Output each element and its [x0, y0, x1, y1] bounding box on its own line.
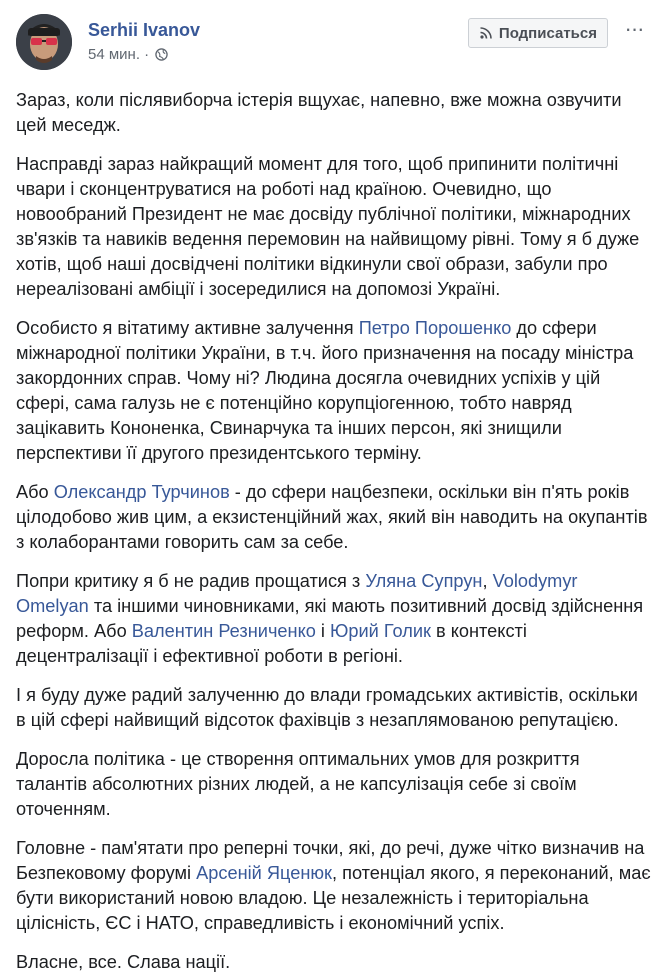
mention-link[interactable]: Петро Порошенко — [358, 318, 512, 338]
post-time[interactable]: 54 мин. · — [88, 46, 150, 63]
paragraph-4 — [16, 480, 652, 555]
author-name[interactable]: Serhii Ivanov — [88, 20, 201, 40]
text-segment: , потенціал якого, я переконаний, має бути використаний новою владою. Це незалежність і територіальна цілісність, ЄС і НАТО, справедливість і економічний успіх. — [16, 863, 651, 933]
post-meta — [88, 46, 168, 63]
more-icon[interactable]: ··· — [624, 16, 644, 41]
text-segment: до сфери міжнародної політики України, в т.ч. його призначення на посаду міністра закордонних справ. Чому ні? Людина досягла очевидних успіхів у цій сфері, сама галузь не є потенційно корупціогенною, тобто навряд зацікавить Кононенка, Свинарчука та інших персон, які знищили перспективи її другого президентського терміну. — [16, 318, 634, 463]
paragraph-3 — [16, 316, 652, 466]
paragraph-8 — [16, 836, 652, 936]
mention-link[interactable]: Volodymyr Omelyan — [16, 571, 578, 616]
text-segment: - до сфери нацбезпеки, оскільки він п'ять років цілодобово жив цим, а екзистенційний жах, який він наводить на окупантів з колаборантами говорить сам за себе. — [16, 482, 648, 552]
avatar-image — [16, 14, 72, 70]
text-segment: і — [315, 621, 331, 641]
text-segment: в контексті децентралізації і ефективної роботи в регіоні. — [16, 621, 527, 666]
post-header — [16, 14, 652, 76]
mention-link[interactable]: Юрий Голик — [330, 621, 431, 641]
follow-label: Подписаться — [498, 24, 597, 42]
paragraph-9: Власне, все. Слава нації. — [16, 952, 231, 972]
paragraph-5 — [16, 569, 652, 669]
mention-link[interactable]: Олександр Турчинов — [53, 482, 230, 502]
paragraph-7: Доросла політика - це створення оптимальних умов для розкриття талантів абсолютних різних людей, а не капсулізація себе зі своїм оточенням. — [16, 749, 580, 819]
paragraph-6: І я буду дуже радий залученню до влади громадських активістів, оскільки в цій сфері найвищий відсоток фахівців з незаплямованою репутацією. — [16, 685, 638, 730]
paragraph-2: Насправді зараз найкращий момент для того, щоб припинити політичні чвари і сконцентруватися на роботі над країною. Очевидно, що новообраний Президент не має досвіду публічної політики, міжнародних зв'язків та навиків ведення перемовин на найвищому рівні. Тому я б дуже хотів, щоб наші досвідчені політики відкинули свої образи, забули про нереалізовані амбіції і зосередилися на допомозі Україні. — [16, 154, 640, 299]
text-segment: Попри критику я б не радив прощатися з — [16, 571, 366, 591]
mention-link[interactable]: Валентин Резниченко — [131, 621, 316, 641]
text-segment: Особисто я вітатиму активне залучення — [16, 318, 359, 338]
mention-link[interactable]: Арсеній Яценюк — [196, 863, 332, 883]
follow-button[interactable] — [468, 18, 608, 48]
rss-icon — [479, 26, 493, 40]
author-avatar[interactable] — [16, 14, 72, 70]
text-segment: та іншими чиновниками, які мають позитивний досвід здійснення реформ. Або — [16, 596, 644, 641]
mention-link[interactable]: Уляна Супрун — [365, 571, 483, 591]
text-segment: , — [482, 571, 493, 591]
globe-icon — [155, 48, 168, 61]
text-segment: Або — [16, 482, 54, 502]
paragraph-1: Зараз, коли післявиборча істерія вщухає, напевно, вже можна озвучити цей меседж. — [16, 90, 622, 135]
post-body — [16, 88, 652, 975]
text-segment: Головне - пам'ятати про реперні точки, які, до речі, дуже чітко визначив на Безпековому форумі — [16, 838, 645, 883]
